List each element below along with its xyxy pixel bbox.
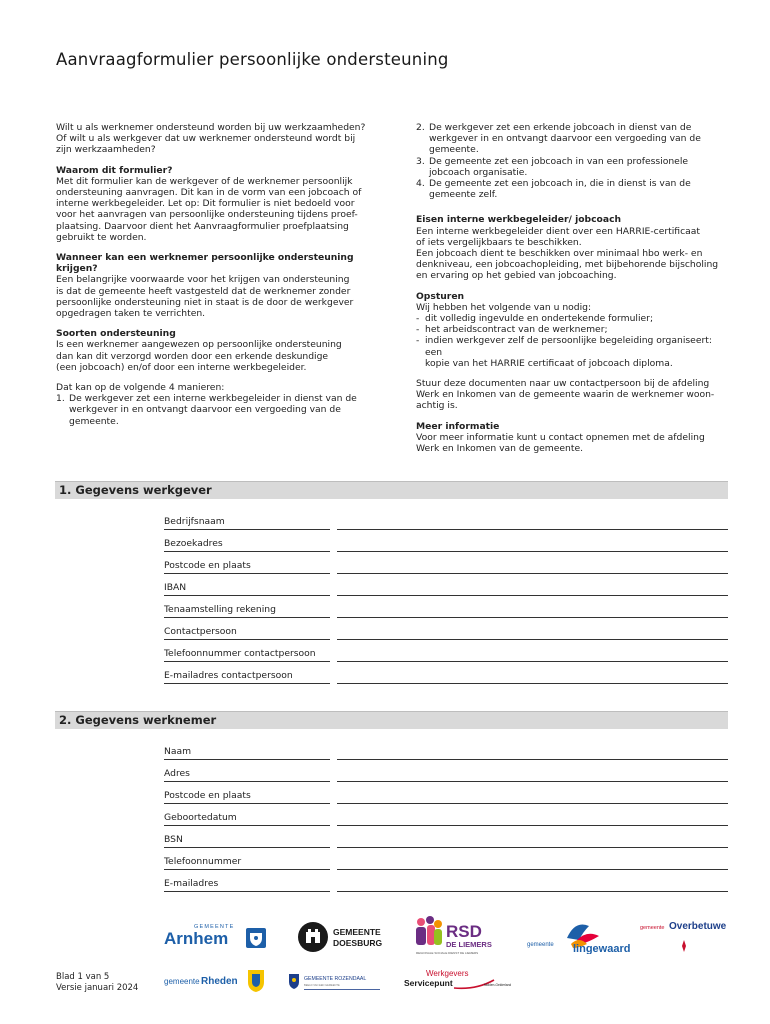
svg-text:BEELD VAN EEN GEMEENTE: BEELD VAN EEN GEMEENTE xyxy=(304,984,340,987)
bsn-field[interactable]: BSN xyxy=(164,832,728,848)
svg-text:DE LIEMERS: DE LIEMERS xyxy=(446,940,492,949)
waarom-block: Waarom dit formulier? Met dit formulier kan de werkgever of de werknemer persoonlijk ondersteuning aanvragen. Dit kan in de vorm van een jobcoach of interne werkbegeleider. Let op: Dit formulier is niet bedoeld voor voor het aanvragen van persoonlijke ondersteuning tijdens proef- plaatsing. Daarvoor dient het Aanvraagformulier proefplaatsing gebruikt te worden. xyxy=(56,165,376,243)
bezoekadres-field[interactable]: Bezoekadres xyxy=(164,536,728,552)
email-contactpersoon-input[interactable] xyxy=(337,683,728,684)
page-title: Aanvraagformulier persoonlijke ondersteuning xyxy=(56,50,449,69)
svg-text:Overbetuwe: Overbetuwe xyxy=(669,921,727,932)
telefoon-contactpersoon-field[interactable]: Telefoonnummer contactpersoon xyxy=(164,646,728,662)
svg-text:GEMEENTE ROZENDAAL: GEMEENTE ROZENDAAL xyxy=(304,976,367,982)
eisen-block: Eisen interne werkbegeleider/ jobcoach Een interne werkbegeleider dient over een HARRIE-certificaat of iets vergelijkbaars te beschikken. Een jobcoach dient te beschikken over minimaal hbo werk- en denkniveau, een jobcoachopleiding, met bijbehorende bijscholing en ervaring op het gebied van jobcoaching. xyxy=(416,214,724,281)
svg-text:Arnhem: Arnhem xyxy=(164,929,229,948)
rsd-de-liemers-logo xyxy=(413,914,509,956)
section-header-werknemer: 2. Gegevens werknemer xyxy=(55,711,728,729)
geboortedatum-input[interactable] xyxy=(337,825,728,826)
list-item: 4. De gemeente zet een jobcoach in, die in dienst is van de gemeente zelf. xyxy=(416,178,691,201)
telefoonnummer-field[interactable]: Telefoonnummer xyxy=(164,854,728,870)
telefoonnummer-input[interactable] xyxy=(337,869,728,870)
svg-text:GEMEENTE: GEMEENTE xyxy=(333,927,381,937)
postcode-plaats-werkgever-input[interactable] xyxy=(337,573,728,574)
naam-input[interactable] xyxy=(337,759,728,760)
overbetuwe-logo xyxy=(640,916,730,956)
tenaamstelling-field[interactable]: Tenaamstelling rekening xyxy=(164,602,728,618)
manieren-block: Dat kan op de volgende 4 manieren: xyxy=(56,382,225,394)
emailadres-field[interactable]: E-mailadres xyxy=(164,876,728,892)
meer-block: Meer informatie Voor meer informatie kunt u contact opnemen met de afdeling Werk en Inkomen van de gemeente. xyxy=(416,421,724,455)
section-header-werkgever: 1. Gegevens werkgever xyxy=(55,481,728,499)
postcode-plaats-werknemer-input[interactable] xyxy=(337,803,728,804)
emailadres-input[interactable] xyxy=(337,891,728,892)
bsn-input[interactable] xyxy=(337,847,728,848)
bedrijfsnaam-input[interactable] xyxy=(337,529,728,530)
naam-field[interactable]: Naam xyxy=(164,744,728,760)
list-item: - indien werkgever zelf de persoonlijke begeleiding organiseert: een kopie van het HARRIE certificaat of jobcoach diploma. xyxy=(416,335,712,369)
list-item: - het arbeidscontract van de werknemer; xyxy=(416,324,608,336)
page-footer xyxy=(56,972,138,994)
adres-input[interactable] xyxy=(337,781,728,782)
list-item: - dit volledig ingevulde en ondertekende formulier; xyxy=(416,313,654,325)
soorten-block: Soorten ondersteuning Is een werknemer aangewezen op persoonlijke ondersteuning dan kan dit verzorgd worden door een erkende deskundige (een jobcoach) en/of door een interne werkbegeleider. xyxy=(56,328,376,373)
svg-text:gemeente: gemeente xyxy=(640,925,665,931)
version-label: Versie januari 2024 xyxy=(56,983,139,993)
list-item: 2. De werkgever zet een erkende jobcoach in dienst van de werkgever in en ontvangt daarvoor een vergoeding van de gemeente. xyxy=(416,122,701,156)
manieren-list-right xyxy=(416,122,724,200)
email-contactpersoon-field[interactable]: E-mailadres contactpersoon xyxy=(164,668,728,684)
rozendaal-logo xyxy=(288,972,384,992)
svg-text:Servicepunt: Servicepunt xyxy=(404,978,453,988)
eisen-heading: Eisen interne werkbegeleider/ jobcoach xyxy=(416,214,622,226)
doesburg-logo xyxy=(297,918,385,956)
arnhem-logo xyxy=(164,920,269,954)
svg-text:Midden-Gelderland: Midden-Gelderland xyxy=(484,983,512,987)
lingewaard-logo xyxy=(527,918,633,954)
svg-text:REGIONALE SOCIALE DIENST DE LI: REGIONALE SOCIALE DIENST DE LIEMERS xyxy=(416,951,479,955)
intro-right-column xyxy=(416,122,724,463)
intro-question: Wilt u als werknemer ondersteund worden bij uw werkzaamheden? Of wilt u als werkgever dat uw werknemer ondersteund wordt bij zijn werkzaamheden? xyxy=(56,122,366,156)
opsturen-list xyxy=(416,313,724,369)
svg-text:Rheden: Rheden xyxy=(201,976,238,987)
iban-field[interactable]: IBAN xyxy=(164,580,728,596)
wanneer-block: Wanneer kan een werknemer persoonlijke ondersteuning krijgen? Een belangrijke voorwaarde voor het krijgen van ondersteuning is dat de gemeente heeft vastgesteld dat de werknemer zonder persoonlijke ondersteuning niet in staat is de door de werkgever opgedragen taken te verrichten. xyxy=(56,252,376,319)
page-number: Blad 1 van 5 xyxy=(56,972,110,982)
intro-left-column xyxy=(56,122,376,427)
svg-text:gemeente: gemeente xyxy=(164,977,200,986)
svg-text:Werkgevers: Werkgevers xyxy=(426,969,469,978)
stuur-block: Stuur deze documenten naar uw contactpersoon bij de afdeling Werk en Inkomen van de gemeente waarin de werknemer woon- achtig is. xyxy=(416,378,715,412)
svg-text:gemeente: gemeente xyxy=(527,942,554,948)
bezoekadres-input[interactable] xyxy=(337,551,728,552)
list-item: 1. De werkgever zet een interne werkbegeleider in dienst van de werkgever in en ontvangt daarvoor een vergoeding van de gemeente. xyxy=(56,393,357,427)
svg-text:RSD: RSD xyxy=(446,922,482,941)
geboortedatum-field[interactable]: Geboortedatum xyxy=(164,810,728,826)
opsturen-heading: Opsturen xyxy=(416,290,465,302)
iban-input[interactable] xyxy=(337,595,728,596)
waarom-heading: Waarom dit formulier? xyxy=(56,164,173,176)
tenaamstelling-input[interactable] xyxy=(337,617,728,618)
bedrijfsnaam-field[interactable]: Bedrijfsnaam xyxy=(164,514,728,530)
telefoon-contactpersoon-input[interactable] xyxy=(337,661,728,662)
contactpersoon-input[interactable] xyxy=(337,639,728,640)
list-item: 3. De gemeente zet een jobcoach in van een professionele jobcoach organisatie. xyxy=(416,155,689,178)
svg-text:DOESBURG: DOESBURG xyxy=(333,938,383,948)
wanneer-heading: Wanneer kan een werknemer persoonlijke ondersteuning xyxy=(56,252,354,264)
adres-field[interactable]: Adres xyxy=(164,766,728,782)
postcode-plaats-werknemer-field[interactable]: Postcode en plaats xyxy=(164,788,728,804)
manieren-list-left xyxy=(56,393,376,427)
meer-heading: Meer informatie xyxy=(416,420,500,432)
contactpersoon-field[interactable]: Contactpersoon xyxy=(164,624,728,640)
opsturen-block: Opsturen Wij hebben het volgende van u nodig: xyxy=(416,291,724,313)
svg-text:GEMEENTE: GEMEENTE xyxy=(194,924,235,930)
werkgevers-servicepunt-logo xyxy=(404,966,518,994)
soorten-heading: Soorten ondersteuning xyxy=(56,328,176,340)
rheden-logo xyxy=(164,968,268,992)
svg-text:lingewaard: lingewaard xyxy=(573,943,631,954)
postcode-plaats-werkgever-field[interactable]: Postcode en plaats xyxy=(164,558,728,574)
